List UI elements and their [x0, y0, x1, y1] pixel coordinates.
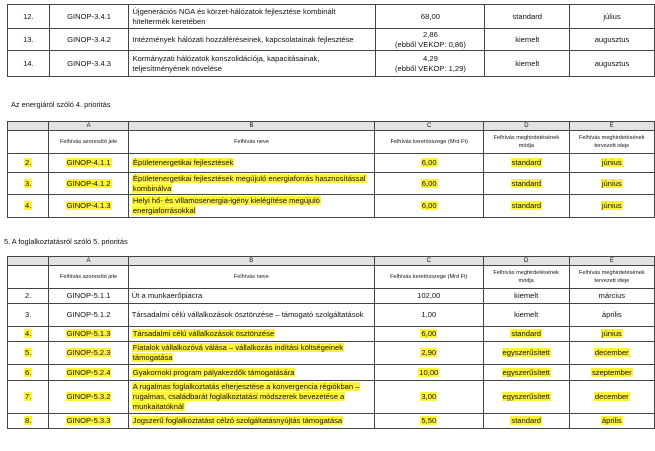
column-letter — [483, 257, 569, 266]
column-letter — [128, 257, 374, 266]
call-name-text: A rugalmas foglalkoztatás elterjesztése a konvergencia régiókban – rugalmas, családbarát foglalkoztatási módszerek bevezetése a munkaitatóknál — [132, 382, 360, 411]
call-date — [569, 173, 654, 195]
table-row — [8, 381, 655, 414]
column-letter — [569, 257, 654, 266]
call-id-text: GINOP-4.1.1 — [66, 158, 111, 167]
call-name-text: Épületenergetikai fejlesztések — [132, 158, 234, 167]
column-letter — [49, 122, 129, 131]
call-date — [570, 51, 655, 77]
call-name-text: Intézmények hálózati hozzáféréseinek, kapcsolatainak fejlesztése — [132, 34, 354, 44]
call-mode-text: standard — [511, 158, 542, 167]
call-id-text: GINOP-5.3.2 — [66, 392, 111, 401]
call-mode-text: standard — [511, 201, 542, 210]
call-date-text: szeptember — [591, 367, 632, 377]
table-row — [8, 154, 655, 173]
column-header-blank — [8, 131, 49, 154]
call-name — [128, 327, 374, 342]
call-name — [128, 195, 374, 218]
call-budget — [375, 195, 484, 218]
column-header — [484, 131, 569, 154]
column-letter — [374, 257, 483, 266]
call-id-text: GINOP-5.1.2 — [66, 310, 111, 319]
call-mode — [485, 51, 570, 77]
table-priority-5-head — [8, 257, 655, 289]
row-number-text: 4. — [24, 329, 32, 338]
call-name — [128, 342, 374, 365]
call-name — [129, 51, 376, 77]
call-date — [569, 304, 654, 327]
table-priority-4 — [7, 121, 655, 218]
column-header — [569, 131, 654, 154]
call-mode-text: egyszerűsített — [502, 392, 550, 401]
column-letter — [484, 122, 569, 131]
column-header-text: Felhívás meghirdetésének tervezett ideje — [578, 135, 645, 149]
column-header-text: Felhívás azonosító jele — [60, 139, 118, 145]
column-letter-blank — [8, 257, 49, 266]
call-date — [569, 365, 654, 381]
call-date-text: december — [594, 392, 629, 401]
row-number-text: 3. — [24, 310, 32, 319]
row-number — [8, 327, 49, 342]
call-date — [569, 414, 654, 429]
call-id — [49, 365, 128, 381]
call-mode — [483, 304, 569, 327]
call-budget-text: 6,00 — [421, 158, 437, 167]
call-name-text: Társadalmi célú vállalkozások ösztönzése – támogató szolgáltatások — [131, 310, 364, 319]
call-budget — [376, 5, 485, 29]
column-letter-text: C — [426, 123, 432, 129]
call-name-text: Újgenerációs NGA és körzet-hálózatok fejlesztése kombinált hiteltermék keretében — [132, 6, 336, 26]
column-letter-blank — [8, 122, 49, 131]
call-name-text: Társadalmi célú vállalkozások ösztönzése — [132, 329, 275, 338]
column-header-text: Felhívás neve — [233, 274, 269, 280]
table-row — [8, 289, 655, 304]
call-mode — [485, 29, 570, 51]
call-date — [570, 5, 655, 29]
call-budget — [375, 173, 484, 195]
call-mode — [483, 327, 569, 342]
call-mode — [483, 342, 569, 365]
call-date-text: április — [601, 416, 622, 425]
column-letter-row — [8, 257, 655, 266]
row-number — [8, 365, 49, 381]
column-letter-text: D — [524, 258, 529, 264]
call-budget — [374, 414, 483, 429]
row-number-text: 14. — [23, 58, 34, 68]
row-number — [8, 342, 49, 365]
call-mode-text: egyszerűsített — [502, 348, 550, 357]
call-date — [569, 289, 654, 304]
column-letter-text: E — [609, 123, 614, 129]
column-letter — [375, 122, 484, 131]
call-date-text: július — [603, 11, 621, 21]
row-number-text: 12. — [23, 11, 34, 21]
row-number — [8, 381, 49, 414]
table-priority-5 — [7, 256, 655, 429]
call-mode-text: standard — [511, 178, 542, 188]
call-mode — [484, 173, 569, 195]
call-id — [49, 154, 129, 173]
call-date-text: június — [601, 178, 622, 188]
column-header — [49, 266, 128, 289]
call-budget — [374, 381, 483, 414]
table-row — [8, 327, 655, 342]
call-id — [49, 304, 128, 327]
call-mode-text: kiemelt — [515, 34, 540, 44]
call-date-text: június — [601, 329, 622, 338]
call-budget — [374, 289, 483, 304]
call-name — [129, 5, 376, 29]
table-row — [8, 5, 655, 29]
table-priority-4-head — [8, 122, 655, 154]
call-budget-text: 68,00 — [420, 11, 440, 21]
call-mode-text: kiemelt — [515, 58, 540, 68]
column-letter — [49, 257, 128, 266]
table-row — [8, 414, 655, 429]
table-row — [8, 173, 655, 195]
call-mode — [484, 195, 569, 218]
call-date-text: június — [601, 158, 622, 167]
column-header-text: Felhívás meghirdetésének tervezett ideje — [579, 270, 645, 284]
row-number-text: 4. — [25, 201, 32, 210]
table-priority-3 — [7, 4, 655, 77]
call-id — [49, 381, 128, 414]
call-date-text: június — [601, 201, 622, 210]
call-name — [128, 365, 374, 381]
call-budget — [374, 304, 483, 327]
table-row — [8, 195, 655, 218]
call-id-text: GINOP-5.1.3 — [66, 329, 111, 338]
row-number — [8, 5, 50, 29]
call-budget-text: 6,00 — [421, 201, 437, 210]
call-date-text: augusztus — [594, 34, 630, 44]
call-id-text: GINOP-5.1.1 — [66, 291, 111, 300]
row-number — [8, 414, 49, 429]
call-mode-text: standard — [512, 11, 543, 21]
column-letter-text: B — [249, 123, 254, 129]
section-4-heading: Az energiáról szóló 4. prioritás — [11, 100, 111, 109]
call-mode-text: kiemelt — [514, 310, 539, 319]
row-number — [8, 195, 49, 218]
table-row — [8, 29, 655, 51]
row-number — [8, 304, 49, 327]
call-budget-text: 1,00 — [421, 310, 437, 319]
row-number — [8, 154, 49, 173]
call-mode-text: standard — [511, 329, 541, 338]
call-id — [49, 51, 129, 77]
call-mode — [484, 154, 569, 173]
call-id-text: GINOP-5.2.3 — [66, 348, 111, 357]
call-budget — [374, 342, 483, 365]
call-budget-text: 10,00 — [419, 367, 439, 377]
call-date-text: december — [594, 348, 629, 357]
column-letter-text: E — [609, 258, 614, 264]
call-date-text: augusztus — [594, 58, 630, 68]
call-mode-text: standard — [511, 416, 541, 425]
call-id-text: GINOP-3.4.3 — [67, 58, 112, 68]
column-header-text: Felhívás keretösszege (Mrd Ft) — [390, 139, 468, 145]
call-budget-text: 6,00 — [421, 329, 437, 338]
row-number-text: 3. — [25, 178, 32, 188]
call-mode — [483, 289, 569, 304]
row-number-text: 6. — [24, 367, 32, 377]
call-id-text: GINOP-5.2.4 — [66, 367, 111, 377]
column-letter-text: B — [249, 258, 254, 264]
call-budget-note: (ebből VEKOP: 1,29) — [394, 63, 466, 73]
call-budget-text: 4,29 — [423, 53, 438, 63]
call-name-text: Gyakornoki program pályakezdők támogatására — [132, 367, 295, 377]
call-budget-text: 3,00 — [421, 392, 437, 401]
call-name — [128, 381, 374, 414]
call-date — [569, 327, 654, 342]
call-date — [569, 195, 654, 218]
table-priority-4-body — [8, 154, 655, 218]
call-name-text: Jogszerű foglalkoztatást célzó szolgáltatásnyújtás támogatása — [132, 416, 343, 425]
call-budget-text: 5,50 — [421, 416, 437, 425]
call-id-text: GINOP-4.1.2 — [66, 178, 111, 188]
row-number — [8, 29, 50, 51]
call-budget-text: 102,00 — [417, 291, 441, 300]
row-number-text: 2. — [25, 158, 32, 167]
call-budget-note: (ebből VEKOP: 0,86) — [394, 39, 466, 49]
column-header — [483, 266, 569, 289]
table-priority-3-body — [8, 5, 655, 77]
column-letter-text: C — [426, 258, 431, 264]
row-number-text: 7. — [24, 392, 32, 401]
call-date-text: április — [601, 310, 622, 319]
column-header-blank — [8, 266, 49, 289]
table-row — [8, 304, 655, 327]
call-date — [570, 29, 655, 51]
column-header-text: Felhívás meghirdetésének módja — [493, 270, 559, 284]
call-date — [569, 381, 654, 414]
call-id-text: GINOP-3.4.2 — [67, 34, 112, 44]
call-name — [128, 289, 374, 304]
column-header — [375, 131, 484, 154]
call-budget — [376, 51, 485, 77]
call-id — [49, 195, 129, 218]
column-header-row — [8, 266, 655, 289]
row-number-text: 13. — [23, 34, 34, 44]
column-header — [569, 266, 654, 289]
column-letter-text: D — [524, 123, 529, 129]
call-budget-text: 6,00 — [421, 178, 437, 188]
call-budget-text: 2,90 — [421, 348, 437, 357]
table-row — [8, 342, 655, 365]
column-header-row — [8, 131, 655, 154]
table-row — [8, 365, 655, 381]
call-name — [128, 304, 374, 327]
call-id — [49, 342, 128, 365]
call-name-text: Út a munkaerőpiacra — [131, 291, 203, 300]
call-id-text: GINOP-3.4.1 — [67, 11, 112, 21]
column-header-text: Felhívás azonosító jele — [59, 274, 118, 280]
call-mode — [485, 5, 570, 29]
row-number — [8, 289, 49, 304]
call-name — [129, 29, 376, 51]
table-priority-5-body — [8, 289, 655, 429]
column-letter-row — [8, 122, 655, 131]
call-budget-text: 2,86 — [423, 29, 438, 39]
call-id — [49, 173, 129, 195]
call-name-text: Helyi hő- és villamosenergia-igény kielégítése megújuló energiaforrásokkal — [132, 196, 320, 215]
column-header — [374, 266, 483, 289]
row-number — [8, 51, 50, 77]
call-id-text: GINOP-4.1.3 — [66, 201, 111, 210]
call-budget — [374, 365, 483, 381]
call-date — [569, 342, 654, 365]
section-5-heading: 5. A foglalkoztatásról szóló 5. prioritás — [4, 237, 128, 246]
call-name-text: Fiatalok vállalkozóvá válása – vállalkozás indítási költségeinek támogatása — [132, 343, 343, 362]
column-header — [128, 131, 374, 154]
call-mode-text: kiemelt — [514, 291, 539, 300]
column-letter — [128, 122, 374, 131]
call-budget — [374, 327, 483, 342]
column-letter-text: A — [86, 258, 91, 264]
call-mode — [483, 414, 569, 429]
call-id — [49, 327, 128, 342]
call-id — [49, 5, 129, 29]
call-mode — [483, 381, 569, 414]
call-budget — [376, 29, 485, 51]
call-name — [128, 414, 374, 429]
call-date-text: március — [598, 291, 626, 300]
call-name-text: Kormányzati hálózatok konszolidációja, kapacitásainak, teljesítményének növelése — [132, 53, 320, 73]
row-number-text: 8. — [24, 416, 32, 425]
table-row — [8, 51, 655, 77]
column-header-text: Felhívás neve — [234, 139, 269, 145]
call-id — [49, 289, 128, 304]
call-name — [128, 173, 374, 195]
call-id — [49, 414, 128, 429]
column-header-text: Felhívás keretösszege (Mrd Ft) — [390, 274, 468, 280]
call-mode-text: egyszerűsített — [502, 367, 550, 377]
row-number-text: 2. — [24, 291, 32, 300]
column-header-text: Felhívás meghirdetésének módja — [493, 135, 560, 149]
call-mode — [483, 365, 569, 381]
column-header — [128, 266, 374, 289]
column-header — [49, 131, 129, 154]
column-letter — [569, 122, 654, 131]
call-name-text: Épületenergetikai fejlesztések megújuló energiaforrás hasznosítással kombinálva — [132, 173, 366, 193]
call-date — [569, 154, 654, 173]
call-budget — [375, 154, 484, 173]
call-id-text: GINOP-5.3.3 — [66, 416, 111, 425]
call-name — [128, 154, 374, 173]
row-number-text: 5. — [24, 348, 32, 357]
call-id — [49, 29, 129, 51]
column-letter-text: A — [86, 123, 91, 129]
row-number — [8, 173, 49, 195]
